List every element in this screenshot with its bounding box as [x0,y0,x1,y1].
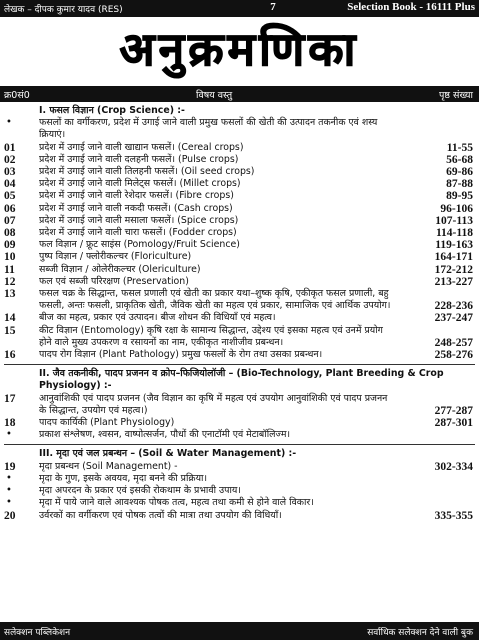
toc-row [0,461,479,473]
row-subject: फल विज्ञान / फ्रूट साइंस (Pomology/Fruit Science) [39,239,240,251]
row-subject: सब्जी विज्ञान / ओलेरीकल्चर (Olericulture) [39,263,201,275]
row-page-range: 287-301 [434,417,473,430]
toc-row [0,276,479,288]
toc-row [0,227,479,239]
column-subject-label: विषय वस्तु [196,90,233,101]
row-page-range: 213-227 [434,275,473,288]
row-number: 02 [4,153,16,166]
row-subject: मृदा अपरदन के प्रकार एवं इसकी रोकथाम के प्रभावी उपाय। [39,485,241,497]
row-number: 05 [4,190,16,203]
toc-row [0,349,479,361]
row-subject: प्रदेश में उगाई जाने वाली खाद्यान फसलें। (Cereal crops) [39,141,244,153]
toc-row [0,154,479,166]
toc-row [0,251,479,263]
toc-row [0,239,479,251]
row-page-range: 107-113 [435,214,473,227]
toc-row [0,264,479,276]
row-page-range: 89-95 [446,190,473,203]
toc-row [0,325,479,349]
row-subject: मृदा के गुण, इसके अवयव, मृदा बनने की प्रक्रिया। [39,472,208,484]
table-of-contents [0,105,479,522]
bullet-marker: • [6,117,12,129]
row-page-range: 277-287 [434,404,473,417]
toc-row [0,393,479,417]
tagline-label: सर्वाधिक सलेक्शन देने वाली बुक [367,628,473,638]
author-label: लेखक – दीपक कुमार यादव (RES) [4,5,123,15]
row-page-range: 248-257 [434,336,473,349]
section-heading-text: I. फसल विज्ञान (Crop Science) :- [39,105,185,116]
row-number: 20 [4,509,16,522]
section-heading [0,448,479,460]
row-page-range: 237-247 [434,312,473,325]
section-heading [0,105,479,117]
row-subject: प्रदेश में उगाई जाने वाली नकदी फसलें। (Cash crops) [39,202,233,214]
column-number-label: क्र0सं0 [4,90,30,101]
row-subject: प्रकाश संश्लेषण, श्वसन, वाष्पोत्सर्जन, पौधों की एनाटॉमी एवं मेटाबॉलिज्म। [39,429,291,441]
row-number: 11 [4,263,15,276]
row-page-range: 56-68 [446,153,473,166]
row-page-range: 96-106 [440,202,473,215]
row-page-range: 114-118 [435,227,473,240]
row-subject: पुष्प विज्ञान / फ्लोरीकल्चर (Floriculture) [39,251,192,263]
toc-row [0,497,479,509]
row-subject: प्रदेश में उगाई जाने वाली चारा फसलें। (Fodder crops) [39,227,237,239]
row-number: 04 [4,178,16,191]
row-subject: पादप रोग विज्ञान (Plant Pathology) प्रमुख फसलों के रोग तथा उसका प्रबन्धन। [39,349,323,361]
toc-row [0,473,479,485]
section-heading-text: II. जैव तकनीकी, पादप प्रजनन व क्रोप–फिजियोलॉजी – (Bio-Technology, Plant Breeding & Crop Physiology) :- [39,368,444,392]
row-page-range: 11-55 [446,141,473,154]
row-number: 15 [4,324,16,337]
column-page-label: पृष्ठ संख्या [439,90,473,101]
row-subject: फसलों का वर्गीकरण, प्रदेश में उगाई जाने वाली प्रमुख फसलों की खेती की उत्पादन तकनीक एवं शस्य क्रियाएं। [39,117,378,141]
bullet-marker: • [6,485,12,497]
row-subject: उर्वरकों का वर्गीकरण एवं पोषक तत्वों की मात्रा तथा उपयोग की विधियाँ। [39,509,282,521]
row-number: 08 [4,227,16,240]
row-subject: प्रदेश में उगाई जाने वाली रेशेदार फसलें। (Fibre crops) [39,190,234,202]
toc-row [0,288,479,312]
row-page-range: 119-163 [435,239,473,252]
row-number: 16 [4,349,16,362]
toc-row [0,117,479,141]
row-page-range: 302-334 [434,460,473,473]
row-number: 17 [4,392,16,405]
section-divider [4,364,475,365]
book-title: Selection Book - 16111 Plus [347,1,475,13]
toc-row [0,417,479,429]
publisher-label: सलेक्शन पब्लिकेशन [4,628,71,638]
section-heading [0,368,479,392]
row-subject: मृदा में पाये जाने वाले आवश्यक पोषक तत्व, महत्व तथा कमी से होने वाले विकार। [39,497,314,509]
page-number: 7 [270,1,276,13]
row-number: 06 [4,202,16,215]
row-subject: प्रदेश में उगाई जाने वाली मिलेट्स फसलें। (Millet crops) [39,178,241,190]
row-page-range: 228-236 [434,300,473,313]
section-divider [4,444,475,445]
bullet-marker: • [6,497,12,509]
row-subject: बीज का महत्व, प्रकार एवं उत्पादन। बीज शोधन की विधियाँ एवं महत्व। [39,312,276,324]
toc-row [0,190,479,202]
row-page-range: 258-276 [434,349,473,362]
toc-row [0,485,479,497]
toc-row [0,510,479,522]
row-number: 01 [4,141,16,154]
bullet-marker: • [6,429,12,441]
row-number: 09 [4,239,16,252]
row-number: 13 [4,288,16,301]
row-subject: आनुवांशिकी एवं पादप प्रजनन (जैव विज्ञान का कृषि में महत्व एवं उपयोग आनुवांशिकी एवं पादप प्रजनन के सिद्धान्त, उपयोग एवं महत्व।) [39,392,388,416]
column-header-bar [0,86,479,102]
row-subject: फल एवं सब्जी परिरक्षण (Preservation) [39,275,189,287]
row-subject: कीट विज्ञान (Entomology) कृषि रक्षा के सामान्य सिद्धान्त, उद्देश्य एवं इसका महत्व एवं उनमें प्रयोग होने वाले मुख्य उपकरण व रसायनों का नाम, एकीकृत नाशीजीव प्रबन्धन। [39,324,383,348]
row-number: 10 [4,251,16,264]
row-subject: प्रदेश में उगाई जाने वाली तिलहनी फसलें। (Oil seed crops) [39,166,255,178]
bullet-marker: • [6,472,12,484]
toc-row [0,203,479,215]
toc-row [0,215,479,227]
row-number: 12 [4,275,16,288]
toc-row [0,429,479,441]
row-page-range: 87-88 [446,178,473,191]
toc-row [0,178,479,190]
row-subject: पादप कार्यिकी (Plant Physiology) [39,417,175,429]
toc-row [0,312,479,324]
row-number: 03 [4,166,16,179]
row-subject: प्रदेश में उगाई जाने वाली मसाला फसलें। (Spice crops) [39,214,239,226]
row-number: 14 [4,312,16,325]
row-page-range: 69-86 [446,166,473,179]
row-subject: प्रदेश में उगाई जाने वाली दलहनी फसलें। (Pulse crops) [39,153,239,165]
row-number: 07 [4,214,16,227]
toc-row [0,142,479,154]
top-header-bar [0,0,479,17]
row-page-range: 335-355 [434,509,473,522]
toc-row [0,166,479,178]
row-subject: मृदा प्रबन्धन (Soil Management) - [39,460,178,472]
section-heading-text: III. मृदा एवं जल प्रबन्धन – (Soil & Water Management) :- [39,448,297,460]
bottom-footer-bar [0,622,479,640]
row-number: 18 [4,417,16,430]
row-subject: फसल चक्र के सिद्धान्त, फसल प्रणाली एवं खेती का प्रकार यथा–शुष्क कृषि, एकीकृत फसल प्रणाली, बहु फसली, अन्तः फसली, प्राकृतिक खेती, जैविक खेती का महत्व एवं प्रकार, सामाजिक एवं आर्थिक उपयोग। [39,288,391,312]
page-title: अनुक्रमणिका [119,22,360,76]
row-page-range: 164-171 [434,251,473,264]
row-page-range: 172-212 [434,263,473,276]
row-number: 19 [4,460,16,473]
